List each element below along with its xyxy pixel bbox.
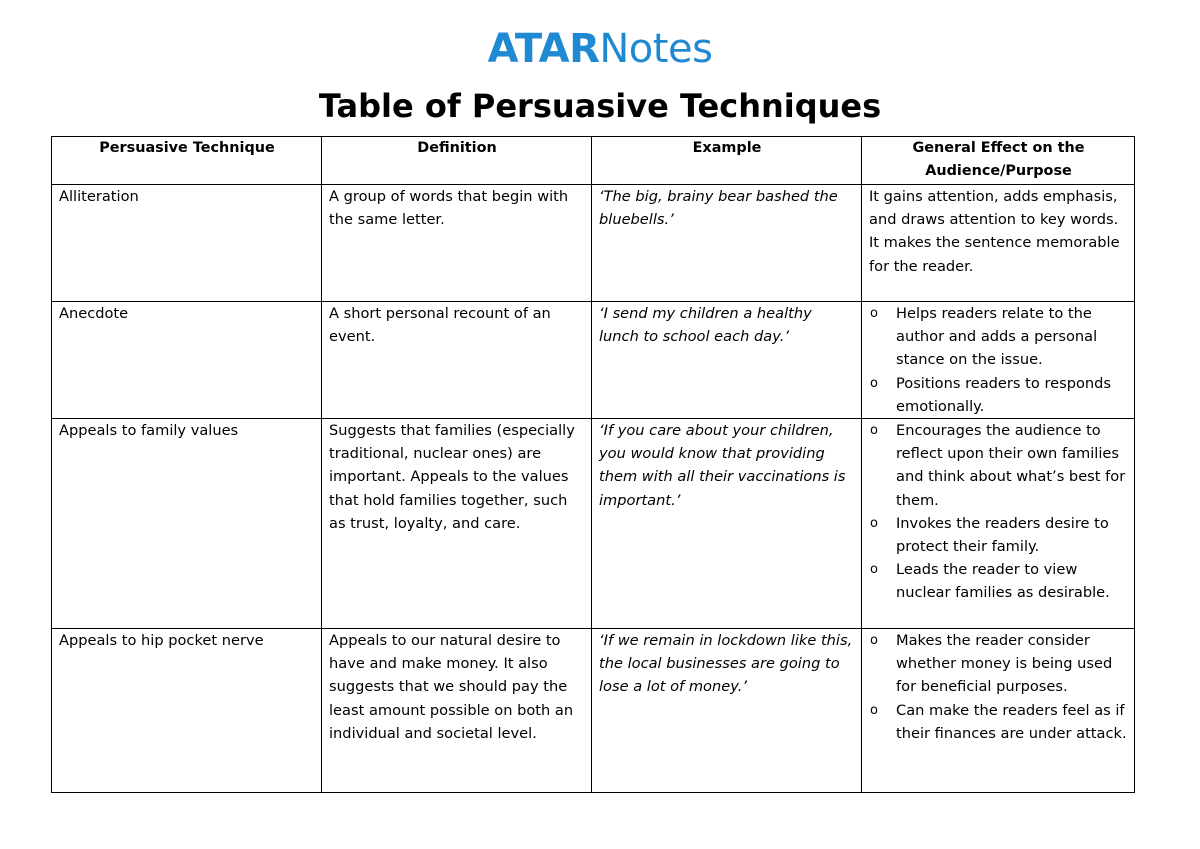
persuasive-techniques-table xyxy=(51,136,1135,793)
document-title: Table of Persuasive Techniques xyxy=(318,87,882,125)
cell-technique: Alliteration xyxy=(52,185,322,302)
header-technique: Persuasive Technique xyxy=(52,137,322,185)
cell-definition: Suggests that families (especially traditional, nuclear ones) are important. Appeals to the values that hold families together, such as trust, loyalty, and care. xyxy=(322,419,592,629)
effect-bullet: o Can make the readers feel as if their finances are under attack. xyxy=(869,699,1128,745)
table-row xyxy=(52,419,1135,629)
cell-definition: A short personal recount of an event. xyxy=(322,302,592,419)
cell-definition: Appeals to our natural desire to have and make money. It also suggests that we should pay the least amount possible on both an individual and societal level. xyxy=(322,629,592,793)
table-row xyxy=(52,302,1135,419)
logo-word-notes: Notes xyxy=(599,26,713,72)
atarnotes-logo xyxy=(0,26,1200,72)
cell-effect xyxy=(862,302,1135,419)
cell-effect: It gains attention, adds emphasis, and draws attention to key words. It makes the sentence memorable for the reader. xyxy=(862,185,1135,302)
effect-bullet: o Encourages the audience to reflect upon their own families and think about what’s best for them. xyxy=(869,419,1128,512)
effect-bullet-list xyxy=(869,302,1128,418)
cell-example: ‘If you care about your children, you would know that providing them with all their vaccinations is important.’ xyxy=(592,419,862,629)
effect-bullet: o Invokes the readers desire to protect their family. xyxy=(869,512,1128,558)
header-example: Example xyxy=(592,137,862,185)
cell-example: ‘If we remain in lockdown like this, the local businesses are going to lose a lot of money.’ xyxy=(592,629,862,793)
effect-bullet: o Positions readers to responds emotionally. xyxy=(869,372,1128,418)
effect-bullet-list xyxy=(869,629,1128,745)
cell-technique: Appeals to hip pocket nerve xyxy=(52,629,322,793)
cell-technique: Anecdote xyxy=(52,302,322,419)
table-row xyxy=(52,185,1135,302)
table-header-row xyxy=(52,137,1135,185)
logo-word-atar: ATAR xyxy=(487,26,600,72)
cell-effect xyxy=(862,629,1135,793)
cell-example: ‘I send my children a healthy lunch to school each day.’ xyxy=(592,302,862,419)
cell-definition: A group of words that begin with the same letter. xyxy=(322,185,592,302)
cell-technique: Appeals to family values xyxy=(52,419,322,629)
effect-bullet: o Makes the reader consider whether money is being used for beneficial purposes. xyxy=(869,629,1128,699)
effect-bullet: o Helps readers relate to the author and adds a personal stance on the issue. xyxy=(869,302,1128,372)
effect-bullet-list xyxy=(869,419,1128,605)
header-effect: General Effect on the Audience/Purpose xyxy=(862,137,1135,185)
effect-bullet: o Leads the reader to view nuclear families as desirable. xyxy=(869,558,1128,604)
cell-effect xyxy=(862,419,1135,629)
cell-example: ‘The big, brainy bear bashed the bluebells.’ xyxy=(592,185,862,302)
header-definition: Definition xyxy=(322,137,592,185)
table-row xyxy=(52,629,1135,793)
